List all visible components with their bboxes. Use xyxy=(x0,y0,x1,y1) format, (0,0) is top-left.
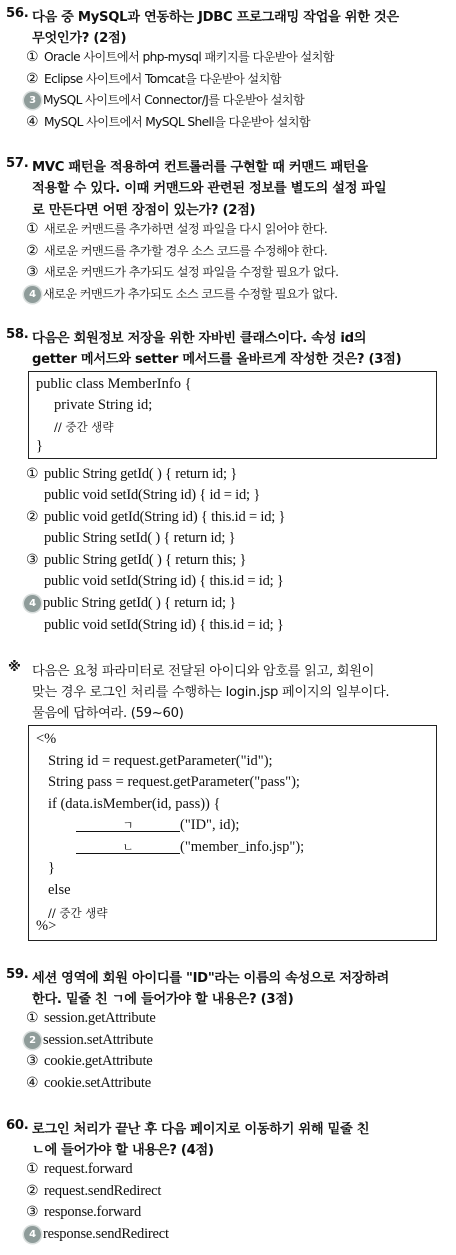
shared-stem-line1: 다음은 요청 파라미터로 전달된 아이디와 암호를 읽고, 회원이 xyxy=(32,664,375,679)
blank1-rest: ("ID", id); xyxy=(180,817,240,833)
q57-option-4[interactable] xyxy=(26,285,337,303)
q58-code-line3: // 중간 생략 xyxy=(54,420,114,434)
q57-option-1[interactable]: ① 새로운 커맨드를 추가하면 설정 파일을 다시 읽어야 한다. xyxy=(26,222,328,237)
q56-option-1[interactable]: ① Oracle 사이트에서 php-mysql 패키지를 다운받아 설치함 xyxy=(26,50,334,65)
q58-option-1[interactable]: ① public String getId( ) { return id; } xyxy=(26,466,237,482)
answer-badge: 3 xyxy=(24,92,41,109)
code-close: %> xyxy=(36,918,57,934)
q57-stem-line3: 로 만든다면 어떤 장점이 있는가? (2점) xyxy=(32,203,256,218)
q60-stem-line1: 로그인 처리가 끝난 후 다음 페이지로 이동하기 위해 밑줄 친 xyxy=(32,1122,370,1137)
code-comment: // 중간 생략 xyxy=(48,906,108,920)
q59-number: 59. xyxy=(6,967,29,982)
q58-option-4-line2: public void setId(String id) { this.id = id; } xyxy=(44,617,284,633)
code-open: <% xyxy=(36,731,57,747)
code-line2: String pass = request.getParameter("pass"); xyxy=(48,774,300,790)
q57-stem-line1: MVC 패턴을 적용하여 컨트롤러를 구현할 때 커맨드 패턴을 xyxy=(32,160,368,175)
q60-option-4-text: response.sendRedirect xyxy=(43,1226,169,1242)
q58-code-line2: private String id; xyxy=(54,397,153,413)
q59-option-2[interactable] xyxy=(26,1032,153,1049)
q57-option-4-text: 새로운 커맨드가 추가되도 소스 코드를 수정할 필요가 없다. xyxy=(43,287,338,301)
q60-option-4[interactable] xyxy=(26,1226,169,1243)
q56-stem-line1: 다음 중 MySQL과 연동하는 JDBC 프로그래밍 작업을 위한 것은 xyxy=(32,10,399,25)
q58-option-3-line2: public void setId(String id) { this.id = id; } xyxy=(44,573,284,589)
q58-option-1-line2: public void setId(String id) { id = id; } xyxy=(44,487,261,503)
q60-stem-line2: ㄴ에 들어가야 할 내용은? (4점) xyxy=(32,1143,214,1158)
q57-option-3-text: 새로운 커맨드가 추가되도 설정 파일을 수정할 필요가 없다. xyxy=(44,265,339,279)
q58-option-2-line2: public String setId( ) { return id; } xyxy=(44,530,236,546)
q56-option-2-text: Eclipse 사이트에서 Tomcat을 다운받아 설치함 xyxy=(44,72,281,86)
code-else: else xyxy=(48,882,71,898)
q59-option-3-text: cookie.getAttribute xyxy=(44,1053,153,1069)
q56-option-4[interactable]: ④ MySQL 사이트에서 MySQL Shell을 다운받아 설치함 xyxy=(26,115,311,130)
q57-number: 57. xyxy=(6,156,29,171)
q56-option-1-text: Oracle 사이트에서 php-mysql 패키지를 다운받아 설치함 xyxy=(44,50,334,64)
q60-option-1-text: request.forward xyxy=(44,1161,133,1177)
q59-option-4[interactable]: ④ cookie.setAttribute xyxy=(26,1075,151,1091)
q59-option-1-text: session.getAttribute xyxy=(44,1010,156,1026)
code-blank2-line xyxy=(76,839,304,856)
q60-option-3-text: response.forward xyxy=(44,1204,142,1220)
q58-stem-line2: getter 메서드와 setter 메서드를 올바르게 작성한 것은? (3점) xyxy=(32,352,402,367)
q58-option-1-line1: public String getId( ) { return id; } xyxy=(44,466,237,482)
q58-option-2-line1: public void getId(String id) { this.id = id; } xyxy=(44,509,286,525)
q57-option-1-text: 새로운 커맨드를 추가하면 설정 파일을 다시 읽어야 한다. xyxy=(44,222,328,236)
q56-option-4-text: MySQL 사이트에서 MySQL Shell을 다운받아 설치함 xyxy=(44,115,311,129)
q59-option-2-text: session.setAttribute xyxy=(43,1032,153,1048)
q59-option-3[interactable]: ③ cookie.getAttribute xyxy=(26,1053,153,1069)
q57-option-2-text: 새로운 커맨드를 추가할 경우 소스 코드를 수정해야 한다. xyxy=(44,244,328,258)
q59-option-4-text: cookie.setAttribute xyxy=(44,1075,151,1091)
q58-code-line1: public class MemberInfo { xyxy=(36,376,192,392)
q58-option-3-line1: public String getId( ) { return this; } xyxy=(44,552,247,568)
code-line3: if (data.isMember(id, pass)) { xyxy=(48,796,221,812)
q59-option-1[interactable]: ① session.getAttribute xyxy=(26,1010,156,1026)
answer-badge: 2 xyxy=(24,1032,41,1049)
q56-number: 56. xyxy=(6,6,29,21)
q56-stem-line2: 무엇인가? (2점) xyxy=(32,31,127,46)
code-line1: String id = request.getParameter("id"); xyxy=(48,753,273,769)
q58-option-2[interactable]: ② public void getId(String id) { this.id = id; } xyxy=(26,509,286,525)
blank2-rest: ("member_info.jsp"); xyxy=(180,839,305,855)
q56-option-2[interactable]: ② Eclipse 사이트에서 Tomcat을 다운받아 설치함 xyxy=(26,72,281,87)
q60-option-2[interactable]: ② request.sendRedirect xyxy=(26,1183,162,1199)
q58-option-4[interactable] xyxy=(26,595,236,612)
q57-option-3[interactable]: ③ 새로운 커맨드가 추가되도 설정 파일을 수정할 필요가 없다. xyxy=(26,265,339,280)
blank-giyeok: ㄱ xyxy=(76,819,180,832)
q58-code-line4: } xyxy=(36,438,43,454)
q58-number: 58. xyxy=(6,327,29,342)
q60-number: 60. xyxy=(6,1118,29,1133)
shared-stem-line2: 맞는 경우 로그인 처리를 수행하는 login.jsp 페이지의 일부이다. xyxy=(32,685,390,700)
q58-option-4-line1: public String getId( ) { return id; } xyxy=(43,595,236,611)
q58-stem-line1: 다음은 회원정보 저장을 위한 자바빈 클래스이다. 속성 id의 xyxy=(32,331,367,346)
answer-badge: 4 xyxy=(24,595,41,612)
blank-nieun: ㄴ xyxy=(76,841,180,854)
q59-stem-line2: 한다. 밑줄 친 ㄱ에 들어가야 할 내용은? (3점) xyxy=(32,992,294,1007)
q56-option-3-text: MySQL 사이트에서 Connector/J를 다운받아 설치함 xyxy=(43,93,305,107)
q56-option-3[interactable] xyxy=(26,91,304,109)
shared-mark: ※ xyxy=(8,660,21,675)
shared-stem-line3: 물음에 답하여라. (59~60) xyxy=(32,706,184,721)
answer-badge: 4 xyxy=(24,286,41,303)
q60-option-2-text: request.sendRedirect xyxy=(44,1183,162,1199)
answer-badge: 4 xyxy=(24,1226,41,1243)
q60-option-3[interactable]: ③ response.forward xyxy=(26,1204,142,1220)
code-close-brace: } xyxy=(48,860,55,876)
q58-option-3[interactable]: ③ public String getId( ) { return this; } xyxy=(26,552,247,568)
q59-stem-line1: 세션 영역에 회원 아이디를 "ID"라는 이름의 속성으로 저장하려 xyxy=(32,971,389,986)
code-blank1-line xyxy=(76,817,239,834)
q60-option-1[interactable]: ① request.forward xyxy=(26,1161,133,1177)
q57-stem-line2: 적용할 수 있다. 이때 커맨드와 관련된 정보를 별도의 설정 파일 xyxy=(32,181,387,196)
q57-option-2[interactable]: ② 새로운 커맨드를 추가할 경우 소스 코드를 수정해야 한다. xyxy=(26,244,328,259)
